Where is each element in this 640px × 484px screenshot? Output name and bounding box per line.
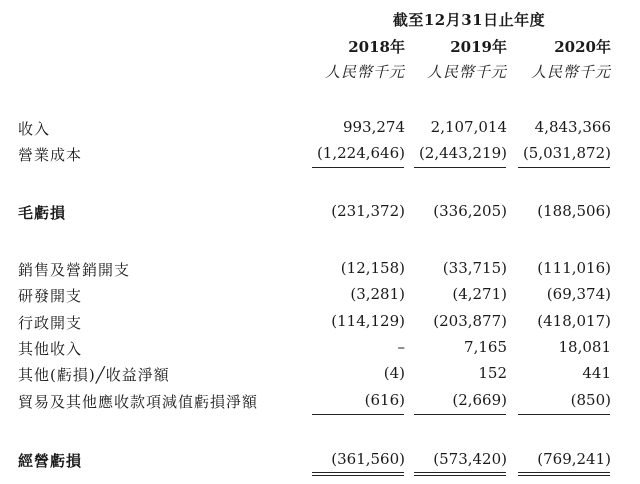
- total-rule-2019: [414, 472, 506, 476]
- row-label-selling: 銷售及營銷開支: [18, 261, 131, 279]
- unit-label-2019: 人民幣千元: [426, 63, 507, 81]
- unit-label-2018: 人民幣千元: [324, 63, 405, 81]
- rnd-2019: (4,271): [452, 285, 507, 303]
- rnd-2018: (3,281): [350, 285, 405, 303]
- operating-loss-2018: (361,560): [331, 450, 405, 468]
- impairment-2018: (616): [364, 391, 405, 409]
- gross-loss-2018: (231,372): [331, 202, 405, 220]
- other-gains-2018: (4): [383, 364, 405, 382]
- impairment-2019: (2,669): [452, 391, 507, 409]
- year-header-2019: 2019年: [450, 38, 507, 56]
- subtotal-rule-2020: [518, 167, 610, 168]
- selling-2020: (111,016): [537, 259, 611, 277]
- row-label-other-income: 其他收入: [18, 340, 83, 358]
- row-label-rnd: 研發開支: [18, 287, 83, 305]
- subtotal-rule-2018-b: [312, 414, 404, 415]
- other-income-2018: –: [397, 338, 405, 356]
- admin-2018: (114,129): [331, 312, 405, 330]
- unit-label-2020: 人民幣千元: [530, 63, 611, 81]
- admin-2020: (418,017): [537, 312, 611, 330]
- revenue-2020: 4,843,366: [534, 118, 611, 136]
- revenue-2018: 993,274: [342, 118, 405, 136]
- subtotal-rule-2018: [312, 167, 404, 168]
- period-heading: 截至12月31日止年度: [392, 11, 546, 29]
- selling-2018: (12,158): [340, 259, 405, 277]
- other-income-2020: 18,081: [558, 338, 611, 356]
- row-label-revenue: 收入: [18, 120, 51, 138]
- gross-loss-2020: (188,506): [537, 202, 611, 220]
- other-gains-2019: 152: [478, 364, 507, 382]
- subtotal-rule-2019: [414, 167, 506, 168]
- other-income-2019: 7,165: [464, 338, 507, 356]
- admin-2019: (203,877): [433, 312, 507, 330]
- row-label-gross-loss: 毛虧損: [18, 204, 67, 222]
- total-rule-2020: [518, 472, 610, 476]
- year-header-2018: 2018年: [348, 38, 405, 56]
- cost-2018: (1,224,646): [316, 144, 405, 162]
- row-label-admin: 行政開支: [18, 314, 83, 332]
- row-label-other-gains: 其他(虧損)╱收益淨額: [18, 366, 170, 384]
- selling-2019: (33,715): [442, 259, 507, 277]
- total-rule-2018: [312, 472, 404, 476]
- operating-loss-2020: (769,241): [537, 450, 611, 468]
- cost-2020: (5,031,872): [522, 144, 611, 162]
- rnd-2020: (69,374): [546, 285, 611, 303]
- subtotal-rule-2019-b: [414, 414, 506, 415]
- subtotal-rule-2020-b: [518, 414, 610, 415]
- row-label-impairment: 貿易及其他應收款項減值虧損淨額: [18, 393, 259, 411]
- row-label-operating-loss: 經營虧損: [18, 452, 83, 470]
- impairment-2020: (850): [570, 391, 611, 409]
- other-gains-2020: 441: [582, 364, 611, 382]
- row-label-cost: 營業成本: [18, 146, 83, 164]
- gross-loss-2019: (336,205): [433, 202, 507, 220]
- year-header-2020: 2020年: [554, 38, 611, 56]
- operating-loss-2019: (573,420): [433, 450, 507, 468]
- cost-2019: (2,443,219): [418, 144, 507, 162]
- revenue-2019: 2,107,014: [430, 118, 507, 136]
